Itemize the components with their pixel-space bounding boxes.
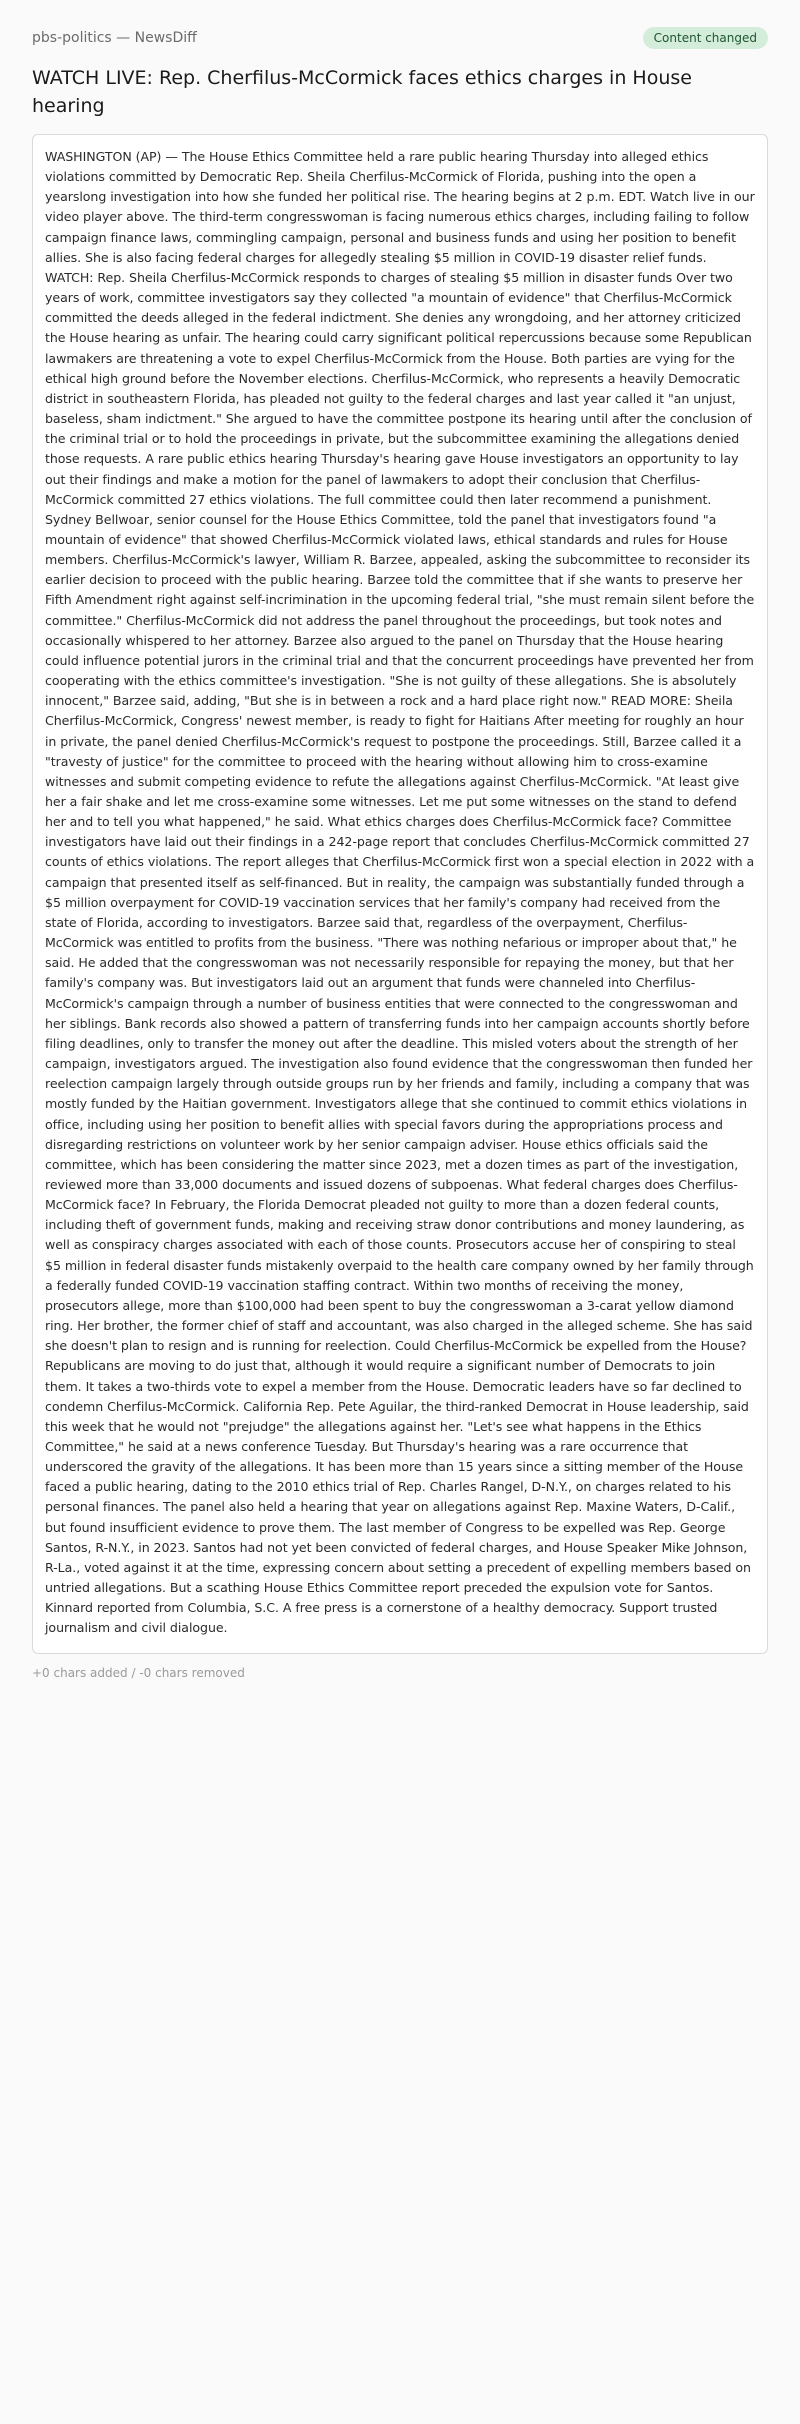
site-label: pbs-politics — NewsDiff xyxy=(32,30,197,46)
status-badge: Content changed xyxy=(643,27,768,49)
article-body: WASHINGTON (AP) — The House Ethics Committee held a rare public hearing Thursday into alleged ethics violations committed by Democratic Rep. Sheila Cherfilus-McCormick of Florida, pushing into the open a yearslong investigation into how she funded her political rise. The hearing begins at 2 p.m. EDT. Watch live in our video player above. The third-term congresswoman is facing numerous ethics charges, including failing to follow campaign finance laws, commingling campaign, personal and business funds and using her position to benefit allies. She is also facing federal charges for allegedly stealing $5 million in COVID-19 disaster relief funds. WATCH: Rep. Sheila Cherfilus-McCormick responds to charges of stealing $5 million in disaster funds Over two years of work, committee investigators say they collected "a mountain of evidence" that Cherfilus-McCormick committed the deeds alleged in the federal indictment. She denies any wrongdoing, and her attorney criticized the House hearing as unfair. The hearing could carry significant political repercussions because some Republican lawmakers are threatening a vote to expel Cherfilus-McCormick from the House. Both parties are vying for the ethical high ground before the November elections. Cherfilus-McCormick, who represents a heavily Democratic district in southeastern Florida, has pleaded not guilty to the federal charges and last year called it "an unjust, baseless, sham indictment." She argued to have the committee postpone its hearing until after the conclusion of the criminal trial or to hold the proceedings in private, but the subcommittee examining the allegations denied those requests. A rare public ethics hearing Thursday's hearing gave House investigators an opportunity to lay out their findings and make a motion for the panel of lawmakers to adopt their conclusion that Cherfilus-McCormick committed 27 ethics violations. The full committee could then later recommend a punishment. Sydney Bellwoar, senior counsel for the House Ethics Committee, told the panel that investigators found "a mountain of evidence" that showed Cherfilus-McCormick violated laws, ethical standards and rules for House members. Cherfilus-McCormick's lawyer, William R. Barzee, appealed, asking the subcommittee to reconsider its earlier decision to proceed with the public hearing. Barzee told the committee that if she wants to preserve her Fifth Amendment right against self-incrimination in the upcoming federal trial, "she must remain silent before the committee." Cherfilus-McCormick did not address the panel throughout the proceedings, but took notes and occasionally whispered to her attorney. Barzee also argued to the panel on Thursday that the House hearing could influence potential jurors in the criminal trial and that the concurrent proceedings have prevented her from cooperating with the ethics committee's investigation. "She is not guilty of these allegations. She is absolutely innocent," Barzee said, adding, "But she is in between a rock and a hard place right now." READ MORE: Sheila Cherfilus-McCormick, Congress' newest member, is ready to fight for Haitians After meeting for roughly an hour in private, the panel denied Cherfilus-McCormick's request to postpone the proceedings. Still, Barzee called it a "travesty of justice" for the committee to proceed with the hearing without allowing him to cross-examine witnesses and submit competing evidence to refute the allegations against Cherfilus-McCormick. "At least give her a fair shake and let me cross-examine some witnesses. Let me put some witnesses on the stand to defend her and to tell you what happened," he said. What ethics charges does Cherfilus-McCormick face? Committee investigators have laid out their findings in a 242-page report that concludes Cherfilus-McCormick committed 27 counts of ethics violations. The report alleges that Cherfilus-McCormick first won a special election in 2022 with a campaign that presented itself as self-financed. But in reality, the campaign was substantially funded through a $5 million overpayment for COVID-19 vaccination services that her family's company had received from the state of Florida, according to investigators. Barzee said that, regardless of the overpayment, Cherfilus-McCormick was entitled to profits from the business. "There was nothing nefarious or improper about that," he said. He added that the congresswoman was not necessarily responsible for repaying the money, but that her family's company was. But investigators laid out an argument that funds were channeled into Cherfilus-McCormick's campaign through a number of business entities that were connected to the congresswoman and her siblings. Bank records also showed a pattern of transferring funds into her campaign accounts shortly before filing deadlines, only to transfer the money out after the deadline. This misled voters about the strength of her campaign, investigators argued. The investigation also found evidence that the congresswoman then funded her reelection campaign largely through outside groups run by her friends and family, including a company that was mostly funded by the Haitian government. Investigators allege that she continued to commit ethics violations in office, including using her position to benefit allies with special favors during the appropriations process and disregarding restrictions on volunteer work by her senior campaign adviser. House ethics officials said the committee, which has been considering the matter since 2023, met a dozen times as part of the investigation, reviewed more than 33,000 documents and issued dozens of subpoenas. What federal charges does Cherfilus-McCormick face? In February, the Florida Democrat pleaded not guilty to more than a dozen federal counts, including theft of government funds, making and receiving straw donor contributions and money laundering, as well as conspiracy charges associated with each of those counts. Prosecutors accuse her of conspiring to steal $5 million in federal disaster funds mistakenly overpaid to the health care company owned by her family through a federally funded COVID-19 vaccination staffing contract. Within two months of receiving the money, prosecutors allege, more than $100,000 had been spent to buy the congresswoman a 3-carat yellow diamond ring. Her brother, the former chief of staff and accountant, was also charged in the alleged scheme. She has said she doesn't plan to resign and is running for reelection. Could Cherfilus-McCormick be expelled from the House? Republicans are moving to do just that, although it would require a significant number of Democrats to join them. It takes a two-thirds vote to expel a member from the House. Democratic leaders have so far declined to condemn Cherfilus-McCormick. California Rep. Pete Aguilar, the third-ranked Democrat in House leadership, said this week that he would not "prejudge" the allegations against her. "Let's see what happens in the Ethics Committee," he said at a news conference Tuesday. But Thursday's hearing was a rare occurrence that underscored the gravity of the allegations. It has been more than 15 years since a sitting member of the House faced a public hearing, dating to the 2010 ethics trial of Rep. Charles Rangel, D-N.Y., on charges related to his personal finances. The panel also held a hearing that year on allegations against Rep. Maxine Waters, D-Calif., but found insufficient evidence to prove them. The last member of Congress to be expelled was Rep. George Santos, R-N.Y., in 2023. Santos had not yet been convicted of federal charges, and House Speaker Mike Johnson, R-La., voted against it at the time, expressing concern about setting a precedent of expelling members based on untried allegations. But a scathing House Ethics Committee report preceded the expulsion vote for Santos. Kinnard reported from Columbia, S.C. A free press is a cornerstone of a healthy democracy. Support trusted journalism and civil dialogue. xyxy=(45,149,755,1636)
article-card xyxy=(32,134,768,1654)
diff-stats: +0 chars added / -0 chars removed xyxy=(32,1665,245,1680)
header-bar xyxy=(32,26,768,50)
article-title: WATCH LIVE: Rep. Cherfilus-McCormick faces ethics charges in House hearing xyxy=(32,67,692,117)
